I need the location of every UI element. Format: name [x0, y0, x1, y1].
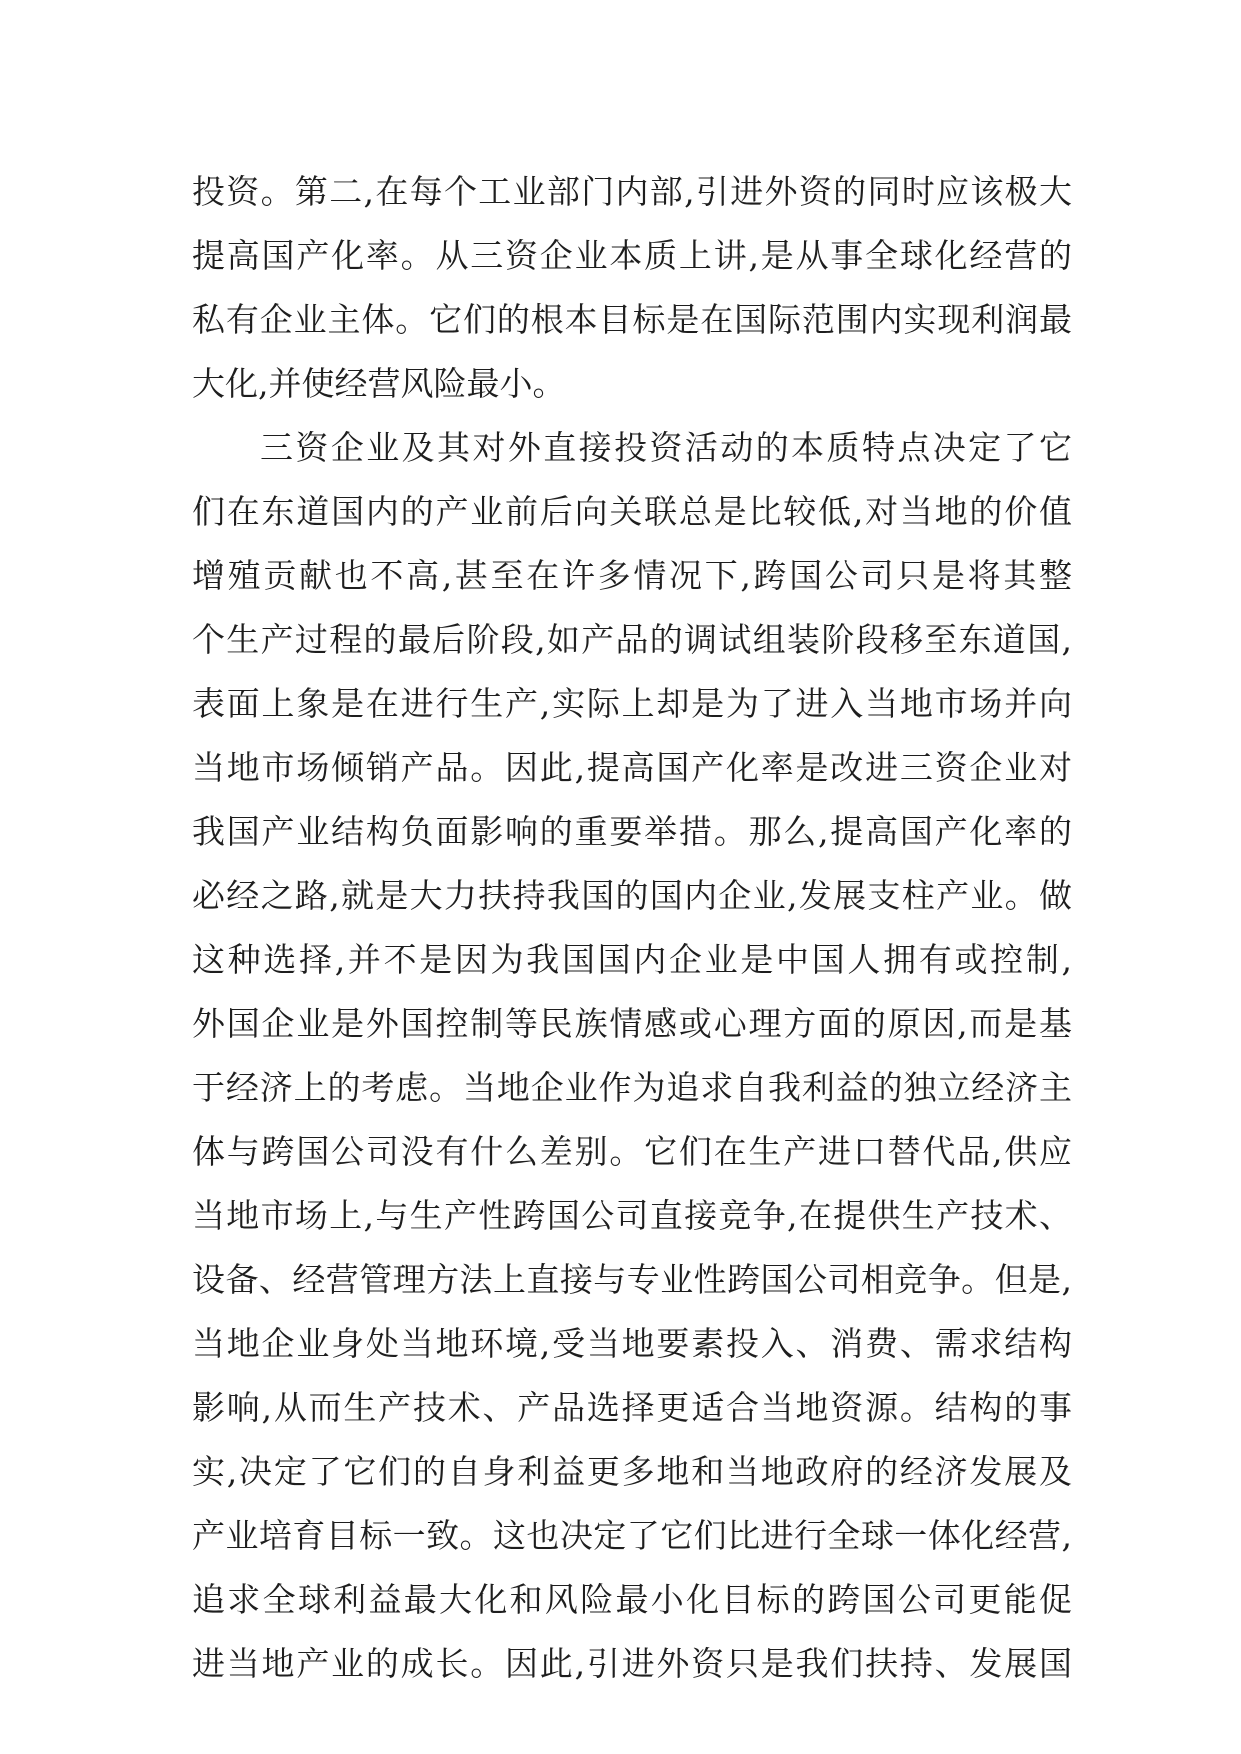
text-line: 大化,并使经营风险最小。: [192, 364, 566, 403]
text-line: 实,决定了它们的自身利益更多地和当地政府的经济发展及: [192, 1452, 1072, 1491]
text-line: 体与跨国公司没有什么差别。它们在生产进口替代品,供应: [192, 1132, 1072, 1171]
text-line: 进当地产业的成长。因此,引进外资只是我们扶持、发展国: [192, 1644, 1072, 1683]
text-line: 产业培育目标一致。这也决定了它们比进行全球一体化经营,: [192, 1516, 1072, 1555]
body-text: [192, 160, 1072, 1696]
paragraph: [192, 160, 1072, 416]
text-line: 我国产业结构负面影响的重要举措。那么,提高国产化率的: [192, 812, 1072, 851]
paragraph: [192, 416, 1072, 1696]
text-line: 当地市场上,与生产性跨国公司直接竞争,在提供生产技术、: [192, 1196, 1072, 1235]
text-line: 这种选择,并不是因为我国国内企业是中国人拥有或控制,: [192, 940, 1072, 979]
text-line: 必经之路,就是大力扶持我国的国内企业,发展支柱产业。做: [192, 876, 1072, 915]
text-line: 增殖贡献也不高,甚至在许多情况下,跨国公司只是将其整: [192, 556, 1072, 595]
text-line: 个生产过程的最后阶段,如产品的调试组装阶段移至东道国,: [192, 620, 1072, 659]
text-line: 表面上象是在进行生产,实际上却是为了进入当地市场并向: [192, 684, 1072, 723]
text-line: 私有企业主体。它们的根本目标是在国际范围内实现利润最: [192, 300, 1072, 339]
text-line: 三资企业及其对外直接投资活动的本质特点决定了它: [260, 428, 1072, 467]
text-line: 设备、经营管理方法上直接与专业性跨国公司相竞争。但是,: [192, 1260, 1072, 1299]
text-line: 影响,从而生产技术、产品选择更适合当地资源。结构的事: [192, 1388, 1072, 1427]
text-line: 外国企业是外国控制等民族情感或心理方面的原因,而是基: [192, 1004, 1072, 1043]
text-line: 于经济上的考虑。当地企业作为追求自我利益的独立经济主: [192, 1068, 1072, 1107]
text-line: 当地企业身处当地环境,受当地要素投入、消费、需求结构: [192, 1324, 1072, 1363]
text-line: 提高国产化率。从三资企业本质上讲,是从事全球化经营的: [192, 236, 1072, 275]
text-line: 投资。第二,在每个工业部门内部,引进外资的同时应该极大: [192, 172, 1072, 211]
text-line: 追求全球利益最大化和风险最小化目标的跨国公司更能促: [192, 1580, 1072, 1619]
text-line: 当地市场倾销产品。因此,提高国产化率是改进三资企业对: [192, 748, 1072, 787]
text-line: 们在东道国内的产业前后向关联总是比较低,对当地的价值: [192, 492, 1072, 531]
